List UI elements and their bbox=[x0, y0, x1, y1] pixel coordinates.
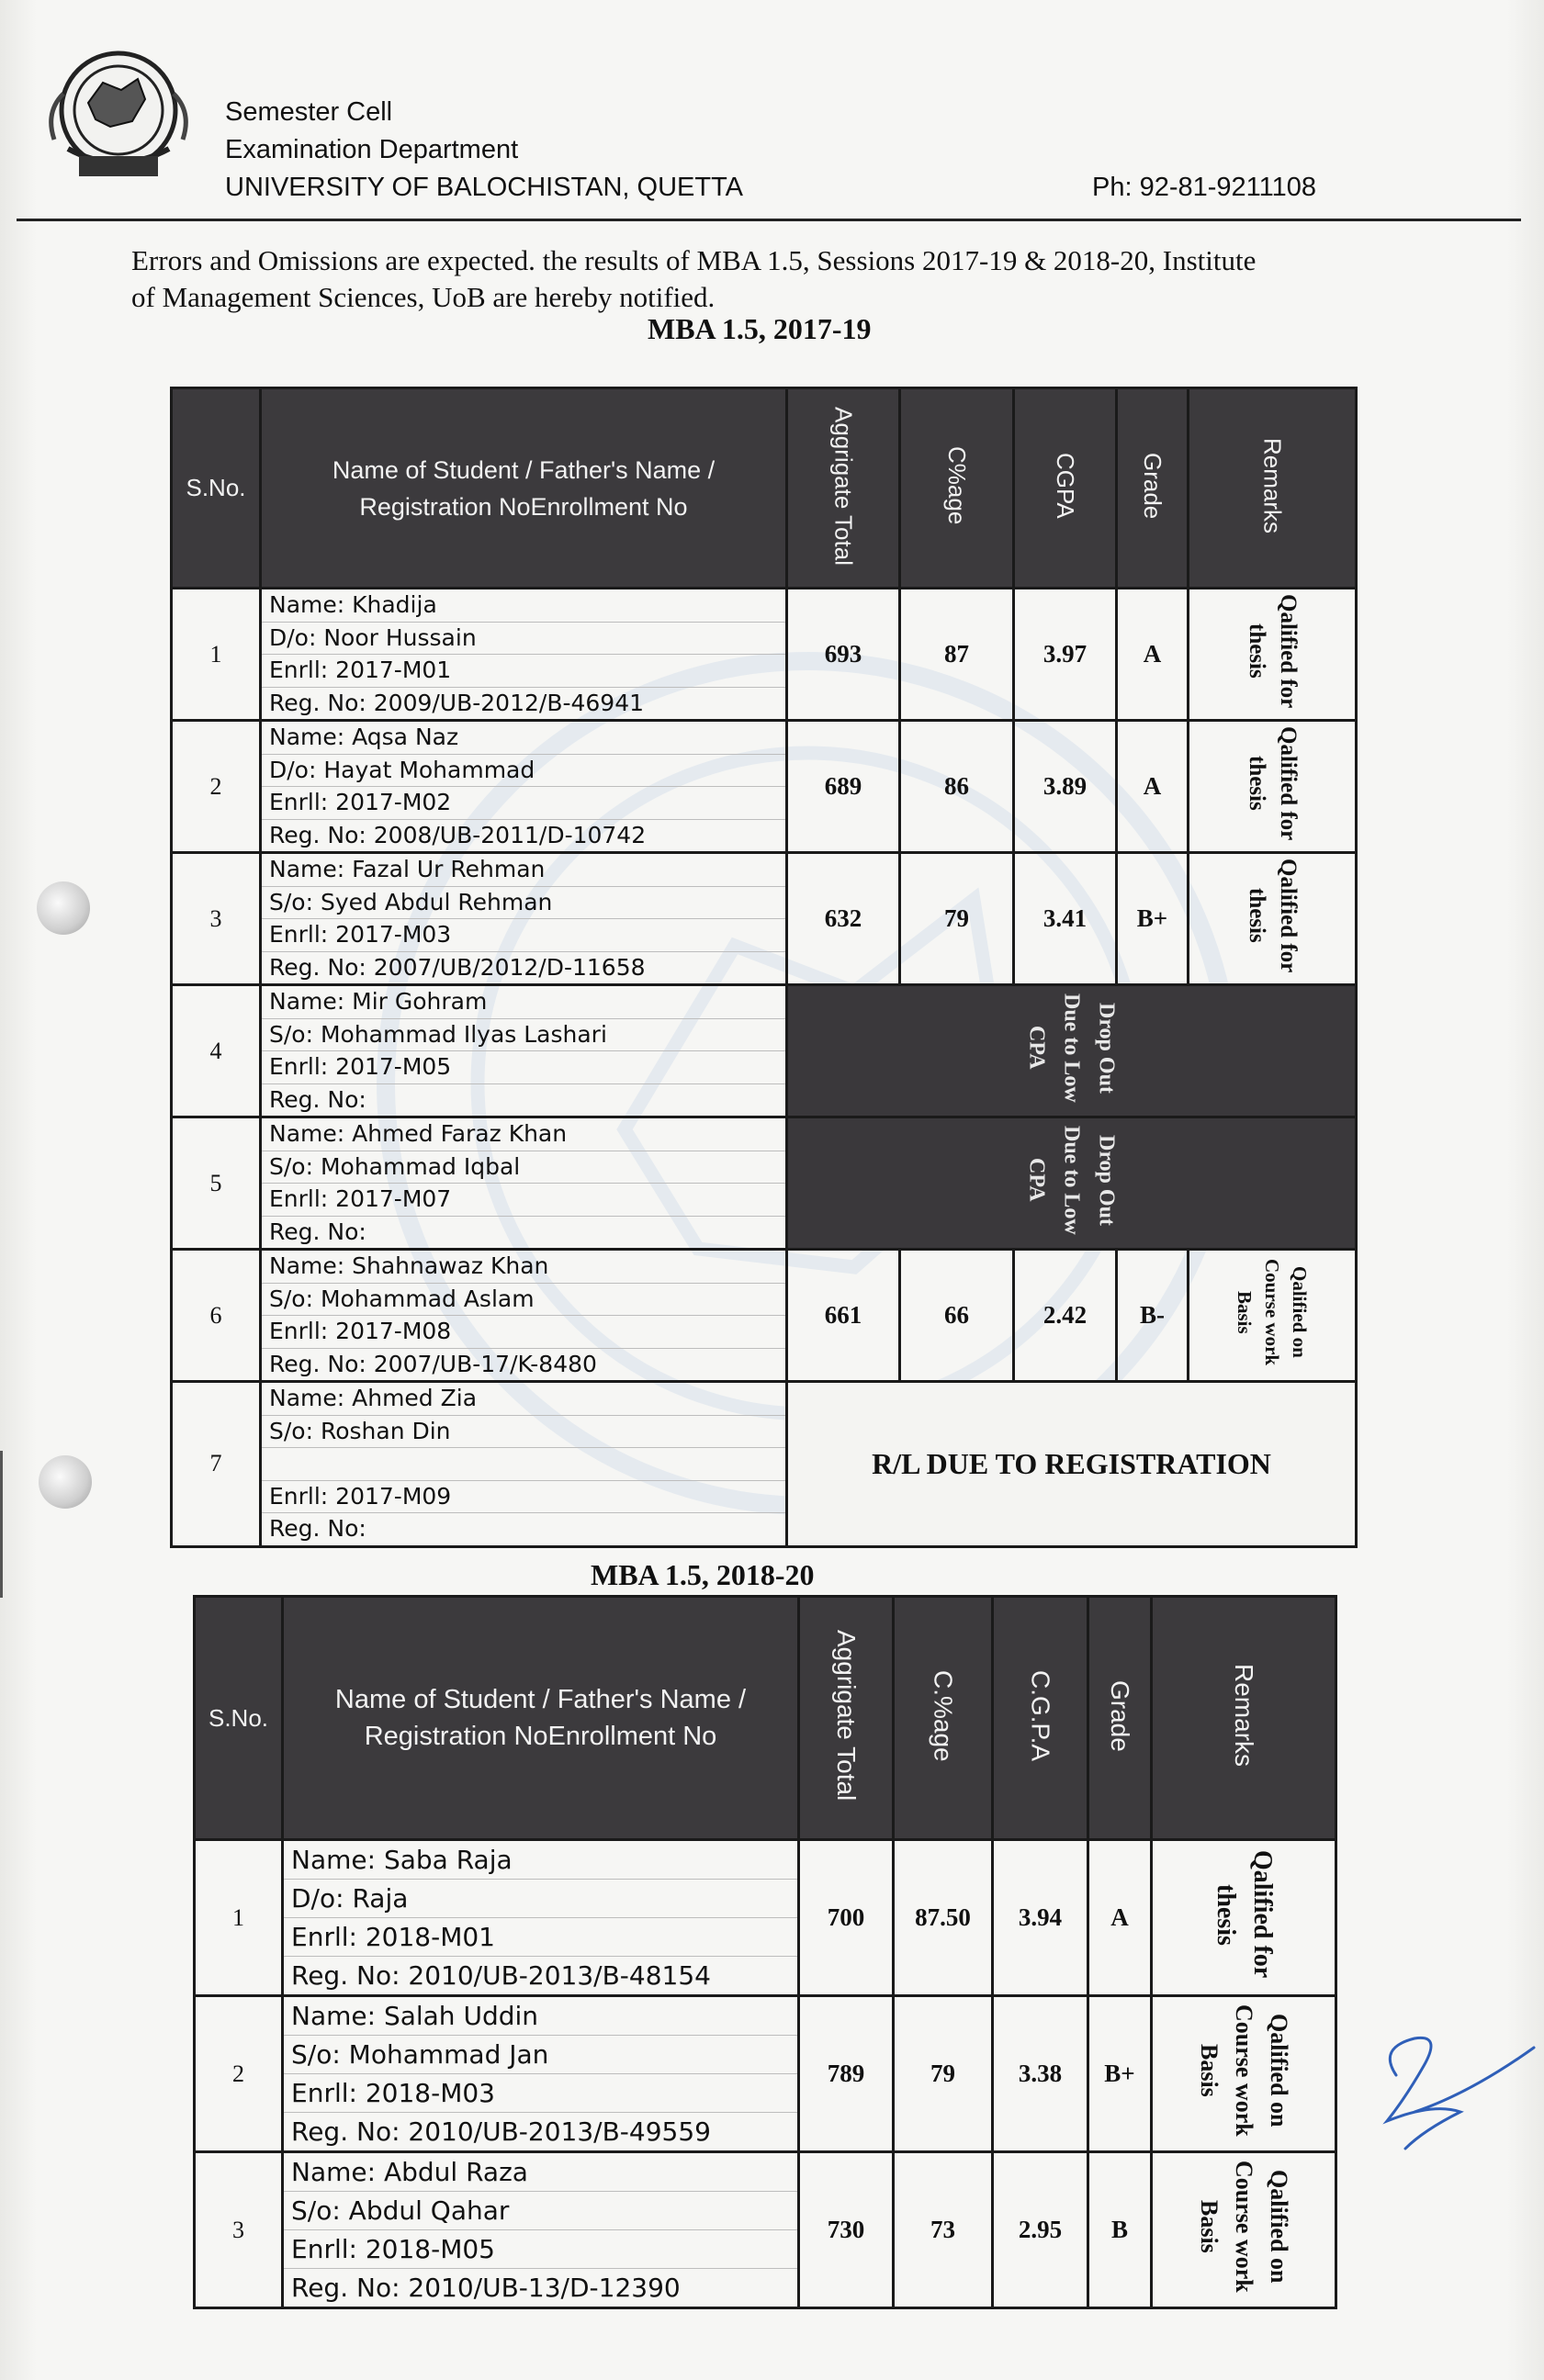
col-remarks-label: Remarks bbox=[1258, 437, 1287, 533]
enrollment-no: Enrll: 2017-M02 bbox=[262, 787, 785, 820]
row-sno: 2 bbox=[195, 1996, 283, 2152]
row-sno: 1 bbox=[172, 589, 261, 721]
percentage: 79 bbox=[900, 853, 1014, 985]
page-edge-mark bbox=[0, 1451, 3, 1598]
cgpa: 3.89 bbox=[1014, 721, 1117, 853]
remarks-text: Qalified for thesis bbox=[1245, 858, 1301, 973]
cgpa: 3.38 bbox=[993, 1996, 1088, 2152]
results-table-2017-19 bbox=[170, 387, 1358, 1548]
father-name: S/o: Mohammad Aslam bbox=[262, 1284, 785, 1317]
enrollment-no: Enrll: 2017-M08 bbox=[262, 1316, 785, 1349]
table-row bbox=[195, 1996, 1336, 2152]
father-name: S/o: Mohammad Jan bbox=[284, 2036, 797, 2074]
row-sno: 3 bbox=[172, 853, 261, 985]
grade: B bbox=[1088, 2152, 1152, 2308]
remarks bbox=[1152, 1840, 1336, 1996]
aggregate-total: 789 bbox=[799, 1996, 894, 2152]
table-row bbox=[172, 1117, 1357, 1250]
grade: B- bbox=[1117, 1250, 1189, 1382]
row-sno: 4 bbox=[172, 985, 261, 1117]
remarks bbox=[1152, 2152, 1336, 2308]
col-sno-header: S.No. bbox=[172, 388, 261, 589]
status-cell bbox=[787, 985, 1357, 1117]
remarks bbox=[1189, 589, 1357, 721]
father-name: S/o: Roshan Din bbox=[262, 1416, 785, 1449]
row-sno: 1 bbox=[195, 1840, 283, 1996]
row-sno: 6 bbox=[172, 1250, 261, 1382]
aggregate-total: 693 bbox=[787, 589, 900, 721]
remarks-text: Qalified on Course work Basis bbox=[1196, 2161, 1292, 2293]
table-row bbox=[172, 1382, 1357, 1547]
student-cell bbox=[261, 985, 787, 1117]
cgpa: 2.42 bbox=[1014, 1250, 1117, 1382]
handwritten-signature-icon bbox=[1359, 2011, 1543, 2158]
col-cgpa-label: CGPA bbox=[1052, 453, 1079, 519]
grade: B+ bbox=[1088, 1996, 1152, 2152]
student-cell bbox=[283, 1840, 799, 1996]
cgpa: 3.94 bbox=[993, 1840, 1088, 1996]
table-row bbox=[195, 1840, 1336, 1996]
aggregate-total: 661 bbox=[787, 1250, 900, 1382]
col-cgpa-label: C.G.P.A bbox=[1026, 1669, 1055, 1762]
registration-no: Reg. No: 2010/UB-2013/B-48154 bbox=[291, 1960, 711, 1991]
table-header-row bbox=[172, 388, 1357, 589]
col-aggregate-label: Aggrigate Total bbox=[832, 1630, 861, 1802]
student-cell bbox=[283, 1996, 799, 2152]
enrollment-no: Enrll: 2017-M05 bbox=[262, 1051, 785, 1084]
registration-no: Reg. No: bbox=[269, 1515, 366, 1542]
student-cell bbox=[261, 1382, 787, 1547]
aggregate-total: 730 bbox=[799, 2152, 894, 2308]
student-name: Name: Shahnawaz Khan bbox=[262, 1251, 785, 1284]
father-name: D/o: Raja bbox=[284, 1880, 797, 1918]
student-name: Name: Mir Gohram bbox=[262, 986, 785, 1019]
registration-no: Reg. No: 2008/UB-2011/D-10742 bbox=[269, 821, 647, 848]
col-percentage-label: C.%age bbox=[929, 1669, 958, 1762]
grade: A bbox=[1117, 721, 1189, 853]
col-remarks-header bbox=[1152, 1597, 1336, 1840]
col-name-header-line2: Registration NoEnrollment No bbox=[359, 492, 688, 521]
notice-text bbox=[131, 242, 1417, 316]
col-grade-header bbox=[1088, 1597, 1152, 1840]
remarks-text: Qalified for thesis bbox=[1245, 725, 1301, 841]
student-name: Name: Khadija bbox=[262, 589, 785, 623]
phone-number: Ph: 92-81-9211108 bbox=[1092, 173, 1317, 202]
grade: A bbox=[1117, 589, 1189, 721]
remarks bbox=[1189, 721, 1357, 853]
col-remarks-header bbox=[1189, 388, 1357, 589]
status-text: Drop Out Due to Low CPA bbox=[1024, 1125, 1119, 1235]
semester-cell-label: Semester Cell bbox=[225, 97, 393, 127]
student-name: Name: Saba Raja bbox=[284, 1841, 797, 1880]
percentage: 79 bbox=[894, 1996, 993, 2152]
student-name: Name: Salah Uddin bbox=[284, 1997, 797, 2036]
registration-no: Reg. No: 2010/UB-13/D-12390 bbox=[291, 2273, 681, 2303]
punch-hole bbox=[39, 1455, 92, 1509]
aggregate-total: 700 bbox=[799, 1840, 894, 1996]
remarks-text: Qalified for thesis bbox=[1245, 593, 1301, 709]
notice-line-1: Errors and Omissions are expected. the results of MBA 1.5, Sessions 2017-19 & 2018-20, Institute bbox=[131, 244, 1257, 276]
grade: A bbox=[1088, 1840, 1152, 1996]
father-name: S/o: Abdul Qahar bbox=[284, 2192, 797, 2230]
registration-no: Reg. No: 2007/UB/2012/D-11658 bbox=[269, 953, 646, 981]
student-cell bbox=[261, 853, 787, 985]
remarks-text: Qalified for thesis bbox=[1212, 1850, 1277, 1979]
enrollment-no: Enrll: 2018-M05 bbox=[284, 2230, 797, 2269]
student-cell bbox=[261, 1117, 787, 1250]
registration-no: Reg. No: bbox=[269, 1085, 366, 1113]
remarks bbox=[1189, 1250, 1357, 1382]
table-row bbox=[195, 2152, 1336, 2308]
registration-no: Reg. No: 2009/UB-2012/B-46941 bbox=[269, 689, 645, 716]
row-sno: 2 bbox=[172, 721, 261, 853]
table-header-row bbox=[195, 1597, 1336, 1840]
percentage: 87.50 bbox=[894, 1840, 993, 1996]
student-cell bbox=[261, 721, 787, 853]
student-name: Name: Ahmed Faraz Khan bbox=[262, 1118, 785, 1151]
father-name: S/o: Syed Abdul Rehman bbox=[262, 887, 785, 920]
aggregate-total: 689 bbox=[787, 721, 900, 853]
row-sno: 7 bbox=[172, 1382, 261, 1547]
col-name-header-line2: Registration NoEnrollment No bbox=[364, 1722, 717, 1751]
col-grade-header bbox=[1117, 388, 1189, 589]
notice-line-2: of Management Sciences, UoB are hereby notified. bbox=[131, 281, 716, 313]
remarks bbox=[1189, 853, 1357, 985]
remarks-text: Qalified on Course work Basis bbox=[1234, 1258, 1311, 1366]
father-name: D/o: Noor Hussain bbox=[262, 623, 785, 656]
cgpa: 2.95 bbox=[993, 2152, 1088, 2308]
col-grade-label: Grade bbox=[1106, 1679, 1134, 1752]
student-name: Name: Abdul Raza bbox=[284, 2153, 797, 2192]
student-cell bbox=[261, 1250, 787, 1382]
col-name-header-line1: Name of Student / Father's Name / bbox=[332, 455, 716, 484]
percentage: 87 bbox=[900, 589, 1014, 721]
col-cgpa-header bbox=[993, 1597, 1088, 1840]
header-divider bbox=[17, 219, 1521, 221]
punch-hole bbox=[37, 881, 90, 935]
cgpa: 3.97 bbox=[1014, 589, 1117, 721]
grade: B+ bbox=[1117, 853, 1189, 985]
father-name: D/o: Hayat Mohammad bbox=[262, 755, 785, 788]
table-row bbox=[172, 589, 1357, 721]
remarks bbox=[1152, 1996, 1336, 2152]
enrollment-no: Enrll: 2017-M07 bbox=[262, 1184, 785, 1217]
status-cell bbox=[787, 1117, 1357, 1250]
registration-no: Reg. No: bbox=[269, 1218, 366, 1245]
enrollment-no: Enrll: 2018-M01 bbox=[284, 1918, 797, 1957]
results-table-2018-20 bbox=[193, 1595, 1337, 2309]
percentage: 86 bbox=[900, 721, 1014, 853]
university-seal-icon bbox=[31, 39, 206, 195]
section-title-2018-20: MBA 1.5, 2018-20 bbox=[591, 1558, 815, 1591]
university-label: UNIVERSITY OF BALOCHISTAN, QUETTA bbox=[225, 173, 743, 202]
student-name: Name: Ahmed Zia bbox=[262, 1383, 785, 1416]
cgpa: 3.41 bbox=[1014, 853, 1117, 985]
registration-no: Reg. No: 2010/UB-2013/B-49559 bbox=[291, 2116, 711, 2147]
col-aggregate-header bbox=[799, 1597, 894, 1840]
father-name: S/o: Mohammad Iqbal bbox=[262, 1151, 785, 1184]
father-name: S/o: Mohammad Ilyas Lashari bbox=[262, 1019, 785, 1052]
col-grade-label: Grade bbox=[1139, 452, 1166, 520]
col-aggregate-label: Aggrigate Total bbox=[829, 406, 858, 566]
percentage: 73 bbox=[894, 2152, 993, 2308]
table-row bbox=[172, 721, 1357, 853]
table-row bbox=[172, 1250, 1357, 1382]
remarks-text: Qalified on Course work Basis bbox=[1196, 2004, 1292, 2137]
col-percentage-header bbox=[900, 388, 1014, 589]
enrollment-no: Enrll: 2017-M01 bbox=[262, 655, 785, 688]
student-name: Name: Fazal Ur Rehman bbox=[262, 854, 785, 887]
registration-no: Reg. No: 2007/UB-17/K-8480 bbox=[269, 1350, 597, 1377]
table-row bbox=[172, 853, 1357, 985]
status-text: Drop Out Due to Low CPA bbox=[1024, 993, 1119, 1103]
col-sno-header: S.No. bbox=[195, 1597, 283, 1840]
aggregate-total: 632 bbox=[787, 853, 900, 985]
enrollment-no: Enrll: 2017-M03 bbox=[262, 919, 785, 952]
row-sno: 3 bbox=[195, 2152, 283, 2308]
col-name-header bbox=[261, 388, 787, 589]
col-aggregate-header bbox=[787, 388, 900, 589]
blank-line bbox=[262, 1448, 785, 1481]
student-cell bbox=[261, 589, 787, 721]
section-title-2017-19: MBA 1.5, 2017-19 bbox=[648, 312, 872, 345]
enrollment-no: Enrll: 2018-M03 bbox=[284, 2074, 797, 2113]
enrollment-no: Enrll: 2017-M09 bbox=[262, 1481, 785, 1514]
student-cell bbox=[283, 2152, 799, 2308]
department-label: Examination Department bbox=[225, 135, 519, 164]
col-percentage-label: C%age bbox=[943, 446, 971, 525]
col-remarks-label: Remarks bbox=[1230, 1664, 1258, 1768]
col-name-header-line1: Name of Student / Father's Name / bbox=[334, 1685, 747, 1714]
status-cell: R/L DUE TO REGISTRATION bbox=[787, 1382, 1357, 1547]
student-name: Name: Aqsa Naz bbox=[262, 722, 785, 755]
col-percentage-header bbox=[894, 1597, 993, 1840]
col-cgpa-header bbox=[1014, 388, 1117, 589]
col-name-header bbox=[283, 1597, 799, 1840]
table-row bbox=[172, 985, 1357, 1117]
percentage: 66 bbox=[900, 1250, 1014, 1382]
row-sno: 5 bbox=[172, 1117, 261, 1250]
